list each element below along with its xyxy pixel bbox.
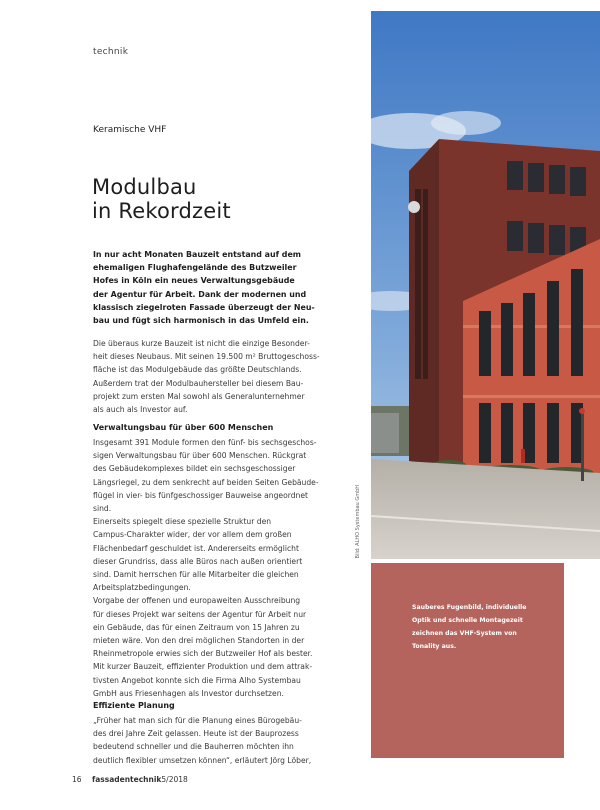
article-headline: [92, 175, 362, 223]
section2-subhead: Effiziente Planung: [93, 701, 175, 710]
text-line: Einerseits spiegelt diese spezielle Struktur den: [93, 517, 272, 527]
text-line: sind. Damit herrschen für alle Mitarbeiter die gleichen: [93, 570, 299, 580]
photo-caption: [412, 601, 562, 653]
text-line: Arbeitsplatzbedingungen.: [93, 583, 191, 593]
section2-body: [93, 714, 365, 767]
building-photo-illustration: [371, 11, 600, 559]
lead-line: Hofes in Köln ein neues Verwaltungsgebäude: [93, 276, 295, 286]
text-line: Vorgabe der offenen und europaweiten Ausschreibung: [93, 596, 301, 606]
text-line: sind.: [93, 504, 112, 514]
photo-credit-text: Bild: ALHO Systembau GmbH: [355, 485, 361, 559]
text-line: Insgesamt 391 Module formen den fünf- bis sechsgeschos-: [93, 438, 317, 447]
text-line: GmbH aus Friesenhagen als Investor durchsetzen.: [93, 688, 284, 698]
text-line: sigen Verwaltungsbau für über 600 Menschen. Rückgrat: [93, 451, 307, 461]
text-line: deutlich flexibler umsetzen können“, erläutert Jörg Löber,: [93, 755, 312, 765]
text-line: Die überaus kurze Bauzeit ist nicht die einzige Besonder-: [93, 339, 310, 348]
article-kicker: Keramische VHF: [93, 125, 167, 135]
text-line: Rheinmetropole erwies sich der Butzweiler Hof als bester.: [93, 649, 313, 659]
text-line: dieser Grundriss, dass alle Büros nach außen orientiert: [93, 556, 303, 566]
text-line: ein Gebäude, das für einen Zeitraum von 15 Jahren zu: [93, 622, 300, 632]
text-line: projekt zum ersten Mal sowohl als Generalunternehmer: [93, 391, 305, 401]
lead-line: bau und fügt sich harmonisch in das Umfeld ein.: [93, 316, 309, 326]
text-line: mieten wäre. Von den drei möglichen Standorten in der: [93, 636, 305, 646]
text-line: fläche ist das Modulgebäude das größte Deutschlands.: [93, 365, 302, 375]
photo-caption-box: [371, 563, 564, 758]
text-line: Außerdem trat der Modulbauhersteller bei diesem Bau-: [93, 378, 304, 388]
caption-line: zeichnen das VHF-System von: [412, 630, 517, 637]
text-line: Längsriegel, zu dem senkrecht auf beiden Seiten Gebäude-: [93, 477, 319, 487]
text-line: des drei Jahre Zeit gelassen. Heute ist der Bauprozess: [93, 729, 299, 739]
text-line: des Gebäudekomplexes bildet ein sechsgeschossiger: [93, 464, 296, 474]
caption-line: Tonality aus.: [412, 643, 457, 650]
page-footer: [72, 775, 188, 784]
page-number: 16: [72, 775, 82, 784]
text-line: Mit kurzer Bauzeit, effizienter Produktion und dem attrak-: [93, 662, 313, 672]
magazine-name: fassadentechnik: [91, 775, 162, 784]
article-lead: [93, 248, 365, 327]
headline-line: in Rekordzeit: [92, 199, 231, 223]
caption-line: Optik und schnelle Montagezeit: [412, 617, 523, 624]
building-photo: [371, 11, 600, 559]
text-line: Flächenbedarf geschuldet ist. Andererseits ermöglicht: [93, 543, 299, 553]
lead-line: der Agentur für Arbeit. Dank der modernen und: [93, 289, 307, 299]
text-line: tivsten Angebot konnte sich die Firma Alho Systembau: [93, 675, 301, 685]
text-line: bedeutend schneller und die Bauherren möchten ihn: [93, 742, 294, 752]
headline-line: Modulbau: [92, 175, 197, 199]
section1-subhead: Verwaltungsbau für über 600 Menschen: [93, 423, 274, 432]
section-label: technik: [93, 47, 129, 57]
lead-line: klassisch ziegelroten Fassade überzeugt der Neu-: [93, 302, 315, 312]
lead-line: ehemaligen Flughafengelände des Butzweiler: [93, 263, 297, 273]
text-line: als auch als Investor auf.: [93, 405, 188, 415]
section1-body: [93, 436, 365, 700]
issue-number: 5/2018: [161, 775, 188, 784]
lead-line: In nur acht Monaten Bauzeit entstand auf dem: [93, 250, 302, 259]
intro-paragraph: [93, 337, 365, 416]
text-line: „Früher hat man sich für die Planung eines Bürogebäu-: [93, 716, 302, 725]
photo-credit: [355, 485, 367, 565]
text-line: für dieses Projekt war seitens der Agentur für Arbeit nur: [93, 609, 307, 619]
text-line: heit dieses Neubaus. Mit seinen 19.500 m² Bruttogeschoss-: [93, 352, 320, 362]
text-line: Campus-Charakter wider, der vor allem dem großen: [93, 530, 292, 540]
caption-line: Sauberes Fugenbild, individuelle: [412, 604, 527, 611]
text-line: flügel in vier- bis fünfgeschossiger Bauweise angeordnet: [93, 490, 309, 500]
